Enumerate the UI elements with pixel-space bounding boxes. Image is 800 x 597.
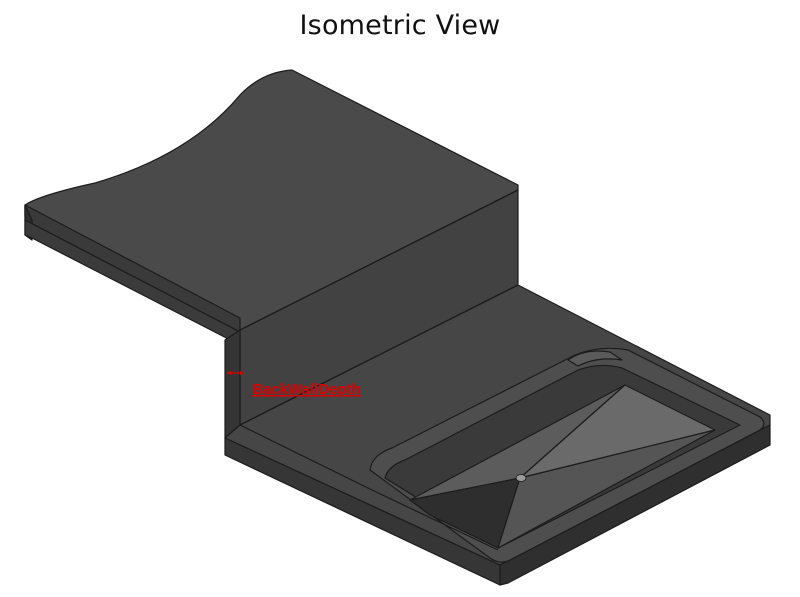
- riser-side-face: [225, 330, 240, 438]
- dimension-label: BackWallDepth: [252, 381, 361, 398]
- part-body: [25, 70, 770, 585]
- pocket-drain-hole: [516, 475, 526, 482]
- view-title: Isometric View: [299, 10, 501, 41]
